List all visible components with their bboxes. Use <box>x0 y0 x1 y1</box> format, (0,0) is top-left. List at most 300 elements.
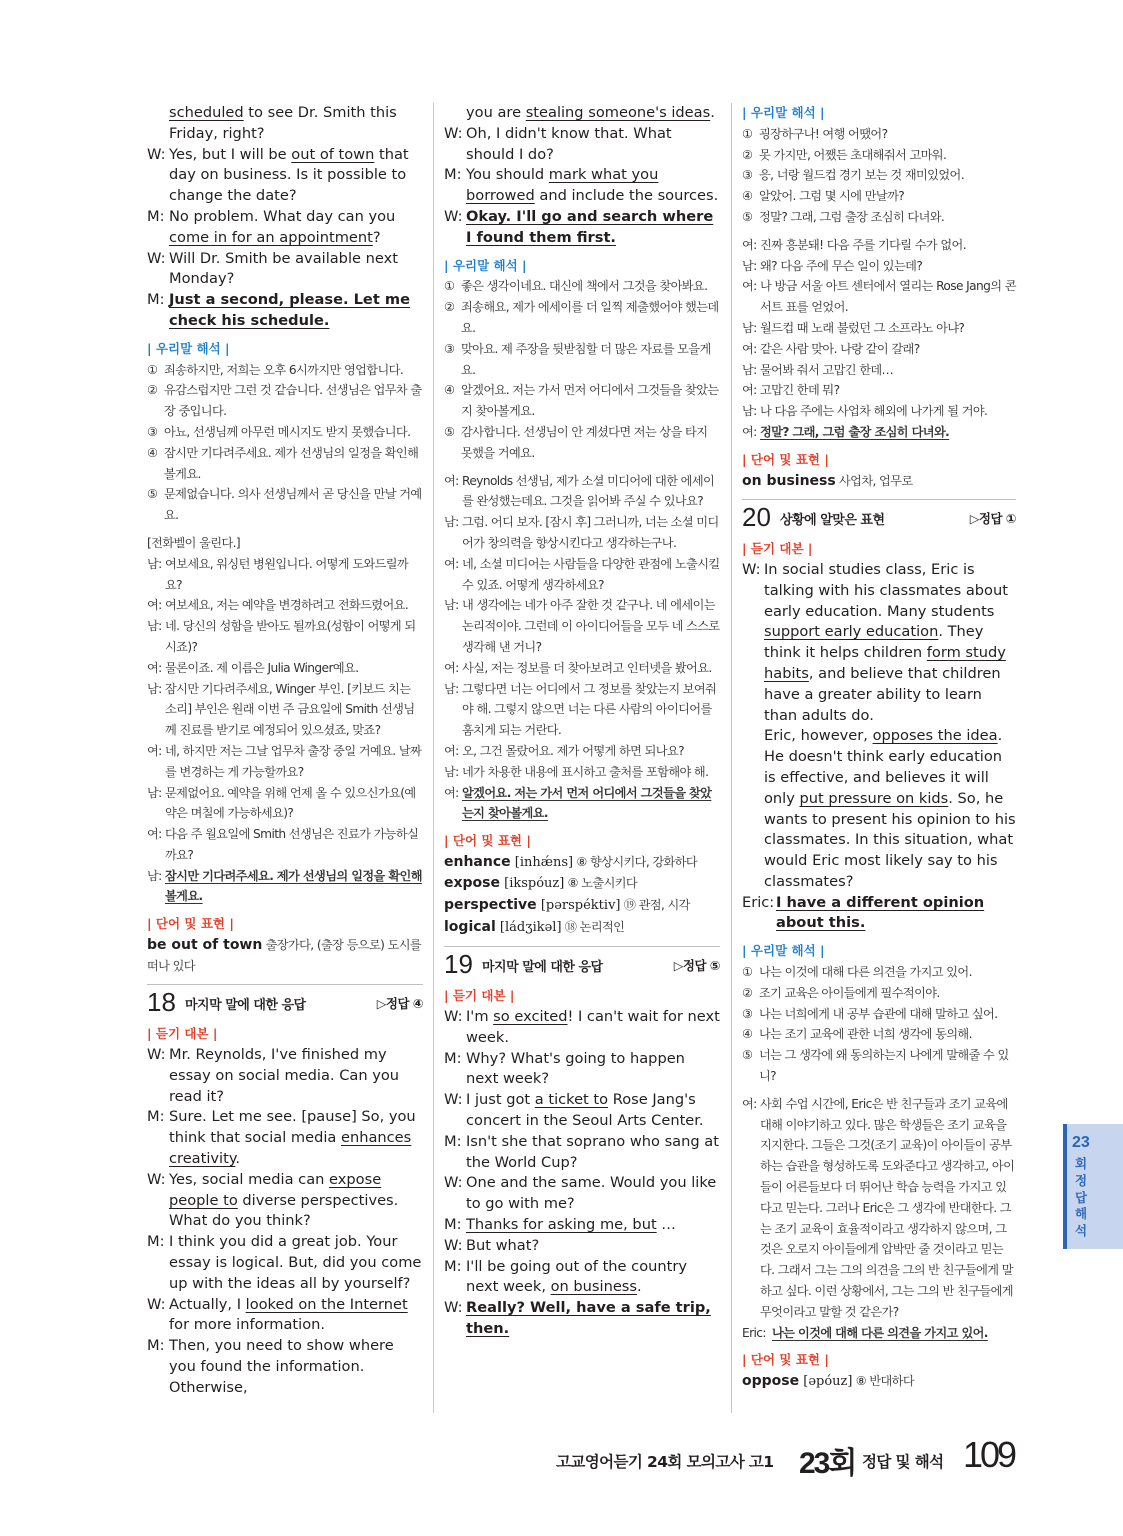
text-run: 같은 사람 맞아. 나랑 같이 갈래? <box>760 341 920 356</box>
dialogue-line <box>742 276 1016 318</box>
dialogue-line <box>147 595 423 616</box>
text-run: Mr. Reynolds, I've finished my essay on social media. Can you read it? <box>169 1046 400 1105</box>
script-heading: | 듣기 대본 | <box>742 541 813 557</box>
speaker-label: 남: <box>742 320 757 335</box>
dialogue-line <box>742 1094 1016 1323</box>
dialogue-line <box>742 235 1016 256</box>
text-run: 진짜 흥분돼! 다음 주를 기다릴 수가 없어. <box>760 237 966 252</box>
answer-option <box>742 1024 1016 1045</box>
speaker-label: 여: <box>147 743 162 758</box>
text-run: Oh, I didn't know that. What should I do? <box>466 124 672 163</box>
answer-option <box>742 145 1016 166</box>
answer-option <box>742 165 1016 186</box>
script-heading: | 듣기 대본 | <box>444 988 515 1004</box>
text-run: a ticket to <box>534 1091 609 1109</box>
text-run: Okay. I'll go and search where I found them first. <box>466 207 714 246</box>
dialogue-line <box>444 1173 720 1215</box>
q18-script <box>147 1045 423 1399</box>
text-run: I'll be going out of the country next week, <box>466 1257 687 1296</box>
text-run: stealing someone's ideas <box>525 104 711 121</box>
text-run: 여보세요, 저는 예약을 변경하려고 전화드렸어요. <box>165 598 409 613</box>
translation-heading: | 우리말 해석 | <box>147 340 230 356</box>
speaker-label: W: <box>444 1008 463 1026</box>
dialogue-line <box>742 893 1016 935</box>
text-run: diverse perspectives. What do you think? <box>169 1191 399 1230</box>
dialogue-line <box>742 380 1016 401</box>
option-text: 감사합니다. 선생님이 안 계셨다면 저는 상을 타지 못했을 거예요. <box>461 424 708 460</box>
option-number: ① <box>444 279 455 294</box>
text-run: on business <box>550 1278 638 1296</box>
dialogue-line <box>742 422 1016 443</box>
speaker-label: W: <box>742 560 761 578</box>
text-run: 잠시만 기다려주세요, Winger 부인. [키보드 치는 소리] 부인은 원래 이번 주 금요일에 Smith 선생님께 진료를 받기로 예정되어 있으셨죠, 맞죠? <box>165 681 415 738</box>
q17-ko-intro: [전화벨이 울린다.] <box>147 535 241 550</box>
speaker-label: W: <box>444 207 463 225</box>
speaker-label: 여: <box>444 660 459 675</box>
column-divider <box>433 103 434 1413</box>
option-number: ② <box>444 300 455 315</box>
text-run: I have a different opinion about this. <box>776 893 985 932</box>
answer-option <box>444 339 720 381</box>
option-number: ① <box>147 362 158 377</box>
speaker-label: 여: <box>147 827 162 842</box>
option-text: 정말? 그래, 그럼 출장 조심히 다녀와. <box>759 209 945 224</box>
round-label: 23회 <box>799 1447 856 1480</box>
text-run: looked on the Internet <box>245 1295 408 1313</box>
answer-option <box>444 422 720 464</box>
dialogue-line <box>147 783 423 825</box>
answer-option <box>742 983 1016 1004</box>
vocab-pronunciation: [pərspéktiv] <box>536 898 621 914</box>
text-run: Why? What's going to happen next week? <box>466 1049 685 1088</box>
text-run: Reynolds 선생님, 제가 소셜 미디어에 대한 에세이를 완성했는데요. 그것을 읽어봐 주실 수 있나요? <box>462 473 715 509</box>
dialogue-line <box>147 616 423 658</box>
dialogue-line <box>742 560 1016 726</box>
text-run: Eric, however, <box>764 727 873 745</box>
text-run: 정말? 그래, 그럼 출장 조심히 다녀와. <box>760 424 950 439</box>
dialogue-line <box>147 1170 423 1232</box>
text-run: Isn't she that soprano who sang at the World Cup? <box>466 1132 719 1171</box>
option-number: ④ <box>742 1027 753 1042</box>
speaker-label: 남: <box>444 681 459 696</box>
speaker-label: W: <box>444 1299 463 1317</box>
option-text: 좋은 생각이네요. 대신에 책에서 그것을 찾아봐요. <box>461 279 708 294</box>
script-heading: | 듣기 대본 | <box>147 1026 218 1042</box>
speaker-label: M: <box>444 1257 462 1275</box>
q17-vocab <box>147 935 423 976</box>
text-run: 여보세요, 워싱턴 병원입니다. 어떻게 도와드릴까요? <box>165 556 409 592</box>
answer-option <box>444 276 720 297</box>
q19-dialogue-ko <box>742 235 1016 443</box>
speaker-label: M: <box>147 1233 165 1251</box>
q19-header <box>444 946 720 986</box>
translation-heading: | 우리말 해석 | <box>742 105 825 120</box>
series-title: 고교영어듣기 24회 모의고사 고1 <box>556 1453 774 1471</box>
q18-vocab <box>444 852 720 938</box>
dialogue-line <box>147 207 423 249</box>
text-run: opposes the idea <box>872 727 998 745</box>
speaker-label: 여: <box>444 785 459 800</box>
text-run: mark what you borrowed <box>466 166 659 205</box>
speaker-label: W: <box>444 1091 463 1109</box>
option-text: 굉장하구나! 여행 어땠어? <box>759 126 888 141</box>
q19-script <box>444 1007 720 1340</box>
speaker-label: M: <box>147 291 165 309</box>
speaker-label: Eric: <box>742 1325 766 1340</box>
answer-option <box>147 443 423 485</box>
dialogue-line <box>444 1298 720 1340</box>
answer-option <box>742 1045 1016 1087</box>
speaker-label: M: <box>444 1216 462 1234</box>
text-run: . <box>235 1150 241 1168</box>
option-text: 너는 그 생각에 왜 동의하는지 나에게 말해줄 수 있니? <box>759 1048 1009 1084</box>
answer-option <box>742 207 1016 228</box>
dialogue-line <box>444 1215 720 1236</box>
text-run: 네, 하지만 저는 그날 업무차 출장 중일 거예요. 날짜를 변경하는 게 가능할까요? <box>165 743 422 779</box>
vocab-heading: | 단어 및 표현 | <box>742 1352 829 1368</box>
question-title: 상황에 알맞은 표현 <box>780 513 885 529</box>
text-run: enhances creativity <box>169 1129 412 1168</box>
q20-script <box>742 560 1016 934</box>
speaker-label: W: <box>444 124 463 142</box>
text-run: Rose Jang's concert in the Seoul Arts Center. <box>466 1091 704 1130</box>
vocab-entry <box>444 917 720 939</box>
text-run: . So, he wants to present his opinion to his classmates. In this situation, what would Eric most likely say to his classmates? <box>764 789 1016 890</box>
speaker-label: 남: <box>444 764 459 779</box>
text-run: One and the same. Would you like to go with me? <box>466 1174 717 1213</box>
answer-option <box>742 186 1016 207</box>
option-text: 나는 이것에 대해 다른 의견을 가지고 있어. <box>759 965 972 980</box>
option-number: ③ <box>742 1006 753 1021</box>
text-run: that day on business. Is it possible to change the date? <box>169 145 409 205</box>
text-run: Just a second, please. Let me check his schedule. <box>169 291 410 329</box>
text-run: put pressure on kids <box>799 789 949 807</box>
text-run: I think you did a great job. Your essay is logical. But, did you come up with the ideas all by yourself? <box>169 1233 422 1292</box>
vocab-definition: ⑧ 향상시키다, 강화하다 <box>573 854 698 869</box>
vocab-definition: ⑲ 관점, 시각 <box>620 898 690 913</box>
text-run: and include the sources. <box>534 187 719 205</box>
column-1 <box>147 103 423 1399</box>
text-run: In social studies class, Eric is talking with his classmates about early education. Many students <box>764 560 1008 620</box>
option-text: 맞아요. 제 주장을 뒷받침할 더 많은 자료를 모을게요. <box>461 341 711 377</box>
question-number: 19 <box>444 949 473 980</box>
option-number: ② <box>742 147 753 162</box>
option-text: 못 가지만, 어쨌든 초대해줘서 고마워. <box>759 147 947 162</box>
speaker-label: 여: <box>742 1096 757 1111</box>
text-run: 네, 소셜 미디어는 사람들을 다양한 관점에 노출시킬 수 있죠. 어떻게 생각하세요? <box>462 556 720 592</box>
text-run: 알겠어요. 저는 가서 먼저 어디에서 그것들을 찾았는지 찾아볼게요. <box>462 785 712 821</box>
speaker-label: W: <box>147 1295 166 1313</box>
dialogue-line <box>147 824 423 866</box>
speaker-label: M: <box>147 1337 165 1355</box>
text-run: 문제없어요. 예약을 위해 언제 올 수 있으신가요(예약은 며칠에 가능하세요)? <box>165 785 416 821</box>
text-run: for more information. <box>169 1316 326 1334</box>
speaker-label: 남: <box>147 785 162 800</box>
question-title: 마지막 말에 대한 응답 <box>185 998 306 1014</box>
option-text: 잠시만 기다려주세요. 제가 선생님의 일정을 확인해 볼게요. <box>164 445 419 481</box>
text-run: Yes, but I will be <box>169 145 292 163</box>
q20-dialogue-ko <box>742 1094 1016 1344</box>
speaker-label: 여: <box>742 424 757 439</box>
text-run: No problem. What day can you <box>169 207 396 225</box>
dialogue-line <box>444 165 720 207</box>
q18-header <box>147 984 423 1024</box>
vocab-term: enhance <box>444 853 511 870</box>
speaker-label: W: <box>147 1046 166 1064</box>
answer-option <box>147 360 423 381</box>
dialogue-line <box>444 471 720 513</box>
text-run: 내 생각에는 네가 아주 잘한 것 같구나. 네 에세이는 논리적이야. 그런데 이 아이디어들을 모두 네 스스로 생각해 낸 거니? <box>462 598 720 654</box>
speaker-label: W: <box>147 1170 166 1188</box>
column-2 <box>444 103 720 1340</box>
vocab-pronunciation: [ládʒikəl] <box>495 919 562 935</box>
dialogue-line <box>742 726 1016 892</box>
text-run: Will Dr. Smith be available next Monday? <box>169 249 398 288</box>
text-run: 고맙긴 한데 뭐? <box>760 383 840 398</box>
chapter-number: 23 <box>1072 1134 1090 1151</box>
text-run: 물론이죠. 제 이름은 Julia Winger예요. <box>165 660 359 675</box>
vocab-entry <box>147 935 423 976</box>
option-number: ③ <box>147 424 158 439</box>
speaker-label: M: <box>444 166 462 184</box>
option-number: ② <box>742 985 753 1000</box>
option-number: ② <box>147 383 158 398</box>
text-run: . <box>710 104 715 121</box>
option-number: ④ <box>742 189 753 204</box>
speaker-label: W: <box>444 1174 463 1192</box>
speaker-label: Eric: <box>742 893 775 911</box>
text-run: . He doesn't think early education is effective, and believes it will only <box>764 727 1003 807</box>
vocab-heading: | 단어 및 표현 | <box>742 451 829 467</box>
page-number: 109 <box>963 1434 1015 1475</box>
speaker-label: 남: <box>147 619 162 634</box>
answer-label: ▷정답 ④ <box>376 996 423 1012</box>
speaker-label: M: <box>444 1049 462 1067</box>
dialogue-line <box>444 741 720 762</box>
text-run: 왜? 다음 주에 무슨 일이 있는데? <box>760 258 923 273</box>
translation-heading: | 우리말 해석 | <box>742 943 825 959</box>
text-run: 잠시만 기다려주세요. 제가 선생님의 일정을 확인해 볼게요. <box>165 868 422 904</box>
dialogue-line <box>444 124 720 166</box>
dialogue-line <box>444 1007 720 1049</box>
vocab-entry <box>444 852 720 874</box>
speaker-label: W: <box>147 145 166 163</box>
answer-option <box>742 124 1016 145</box>
speaker-label: 남: <box>742 258 757 273</box>
dialogue-line <box>444 554 720 596</box>
section-label: 정답 및 해석 <box>862 1453 944 1471</box>
q17-options-ko <box>147 360 423 526</box>
answer-option <box>147 422 423 443</box>
q18-options-ko <box>444 276 720 463</box>
speaker-label: W: <box>444 1236 463 1254</box>
q20-header <box>742 499 1016 539</box>
option-text: 조기 교육은 아이들에게 필수적이야. <box>759 985 940 1000</box>
answer-option <box>742 962 1016 983</box>
dialogue-line <box>147 290 423 332</box>
vocab-definition: 출장가다, (출장 등으로) 도시를 떠나 있다 <box>147 938 422 973</box>
text-run: 물어봐 줘서 고맙긴 한데… <box>760 362 894 377</box>
dialogue-line <box>444 658 720 679</box>
dialogue-line <box>147 1295 423 1337</box>
speaker-label: 남: <box>147 681 162 696</box>
option-text: 아뇨, 선생님께 아무런 메시지도 받지 못했습니다. <box>164 424 411 439</box>
q19-options-ko <box>742 124 1016 228</box>
vocab-pronunciation: [əpóuz] <box>799 1374 853 1390</box>
dialogue-line <box>742 339 1016 360</box>
option-number: ⑤ <box>742 209 753 224</box>
speaker-label: 여: <box>742 341 757 356</box>
vocab-definition: ⑧ 노출시키다 <box>564 876 638 891</box>
text-run: Actually, I <box>169 1295 246 1313</box>
dialogue-line <box>147 1045 423 1107</box>
speaker-label: 여: <box>742 383 757 398</box>
speaker-label: W: <box>147 249 166 267</box>
text-run: 월드컵 때 노래 불렀던 그 소프라노 아냐? <box>760 320 965 335</box>
vocab-term: expose <box>444 875 500 892</box>
option-text: 죄송해요, 제가 에세이를 더 일찍 제출했어야 했는데요. <box>461 300 719 335</box>
text-run: Sure. Let me see. [pause] So, you think that social media <box>169 1108 416 1147</box>
dialogue-line <box>147 679 423 741</box>
text-run: 나 방금 서울 아트 센터에서 열리는 Rose Jang의 콘서트 표를 얻었어. <box>760 279 1016 315</box>
dialogue-line <box>444 512 720 554</box>
speaker-label: 남: <box>147 556 162 571</box>
vocab-definition: ⑱ 논리적인 <box>561 919 625 934</box>
text-run: Thanks for asking me, but <box>466 1216 657 1234</box>
vocab-term: logical <box>444 918 496 935</box>
text-run: to see Dr. Smith this Friday, right? <box>169 104 397 142</box>
text-run: 그렇다면 너는 어디에서 그 정보를 찾았는지 보여줘야 해. 그렇지 않으면 너는 다른 사람의 아이디어를 훔치게 되는 거란다. <box>462 681 717 738</box>
text-run: expose people to <box>169 1170 382 1209</box>
text-run: 사실, 저는 정보를 더 찾아보려고 인터넷을 봤어요. <box>462 660 712 675</box>
vocab-pronunciation: [ikspóuz] <box>500 876 565 892</box>
vocab-heading: | 단어 및 표현 | <box>147 916 234 932</box>
q18-dialogue-ko <box>444 471 720 825</box>
text-run: 네. 당신의 성함을 받아도 될까요(성함이 어떻게 되시죠)? <box>165 619 416 654</box>
dialogue-line <box>444 1236 720 1257</box>
vocab-entry <box>742 471 1016 492</box>
dialogue-line <box>742 256 1016 277</box>
answer-option <box>742 1004 1016 1025</box>
speaker-label: M: <box>147 207 165 225</box>
dialogue-line <box>147 103 423 145</box>
text-run: . They think it helps children <box>764 623 984 662</box>
text-run: I'm <box>466 1008 494 1026</box>
vocab-entry <box>742 1371 1016 1393</box>
text-run: You should <box>466 166 549 184</box>
speaker-label: 여: <box>147 598 162 613</box>
option-number: ④ <box>147 445 158 460</box>
text-run: form study habits <box>764 644 1006 682</box>
option-number: ⑤ <box>742 1048 753 1063</box>
text-run: so excited <box>493 1008 568 1026</box>
text-run: 나 다음 주에는 사업차 해외에 나가게 될 거야. <box>760 404 988 419</box>
dialogue-line <box>444 1090 720 1132</box>
dialogue-line <box>147 658 423 679</box>
speaker-label: 남: <box>742 404 757 419</box>
speaker-label: M: <box>444 1132 462 1150</box>
option-text: 나는 너희에게 내 공부 습관에 대해 말하고 싶어. <box>759 1006 998 1021</box>
speaker-label: 남: <box>742 362 757 377</box>
vocab-term: oppose <box>742 1373 800 1390</box>
text-run: ! I can't wait for next week. <box>466 1008 720 1046</box>
speaker-label: 남: <box>444 515 459 530</box>
q20-vocab <box>742 1371 1016 1393</box>
text-run: But what? <box>466 1236 540 1254</box>
vocab-entry <box>444 873 720 895</box>
speaker-label: 여: <box>147 660 162 675</box>
option-text: 알았어. 그럼 몇 시에 만날까? <box>759 189 905 204</box>
translation-heading: | 우리말 해석 | <box>444 257 527 273</box>
option-text: 유감스럽지만 그런 것 같습니다. 선생님은 업무차 출장 중입니다. <box>164 383 422 419</box>
dialogue-line <box>444 1257 720 1299</box>
vocab-definition: ⑧ 반대하다 <box>852 1374 915 1389</box>
text-run: support early education <box>764 623 939 641</box>
dialogue-line <box>147 1336 423 1398</box>
answer-option <box>444 297 720 339</box>
question-title: 마지막 말에 대한 응답 <box>482 960 603 976</box>
speaker-label: 남: <box>444 598 459 613</box>
text-run: you are <box>466 104 526 121</box>
text-run: ? <box>372 228 381 246</box>
dialogue-line <box>444 762 720 783</box>
dialogue-line <box>742 318 1016 339</box>
option-number: ③ <box>742 168 753 183</box>
option-number: ③ <box>444 341 455 356</box>
chapter-side-tab <box>1063 1124 1123 1249</box>
dialogue-line <box>444 207 720 249</box>
answer-option <box>147 380 423 422</box>
q20-options-ko <box>742 962 1016 1087</box>
vocab-term: perspective <box>444 897 537 914</box>
text-run: I just got <box>466 1091 535 1109</box>
chapter-label: 회정답해석 <box>1075 1156 1088 1239</box>
option-text: 문제없습니다. 의사 선생님께서 곧 당신을 만날 거예요. <box>164 487 422 523</box>
text-run: . <box>637 1278 642 1296</box>
text-run: Yes, social media can <box>169 1170 330 1188</box>
option-number: ⑤ <box>444 424 455 439</box>
dialogue-line <box>444 1132 720 1174</box>
answer-option <box>444 380 720 422</box>
text-run: out of town <box>291 145 375 163</box>
text-run: 그럼. 어디 보자. [잠시 후] 그러니까, 너는 소셜 미디어가 창의력을 향상시킨다고 생각하는구나. <box>462 515 719 550</box>
vocab-definition: 사업차, 업무로 <box>835 473 913 488</box>
question-number: 18 <box>147 987 176 1018</box>
option-text: 죄송하지만, 저희는 오후 6시까지만 영업합니다. <box>164 362 404 377</box>
answer-option <box>147 484 423 526</box>
text-run: Then, you need to show where you found the information. Otherwise, <box>169 1337 394 1396</box>
dialogue-line <box>147 741 423 783</box>
column-3 <box>742 103 1016 1393</box>
speaker-label: 여: <box>444 473 459 488</box>
text-run: … <box>656 1216 676 1234</box>
speaker-label: 여: <box>742 237 757 252</box>
speaker-label: M: <box>147 1108 165 1126</box>
dialogue-line <box>444 679 720 741</box>
option-number: ① <box>742 126 753 141</box>
q17-dialogue-ko <box>147 554 423 908</box>
q18-script-continued <box>444 103 720 249</box>
option-text: 응, 너랑 월드컵 경기 보는 것 재미있었어. <box>759 168 964 183</box>
vocab-heading: | 단어 및 표현 | <box>444 833 531 849</box>
text-run: 사회 수업 시간에, Eric은 반 친구들과 조기 교육에 대해 이야기하고 있다. 많은 학생들은 조기 교육을 지지한다. 그들은 그것(조기 교육)이 아이들이 공부하는 습관을 형성하도록 도와준다고 생각하고, 아이들이 어른들보다 더 뛰어난 학습 능력을 가지고 있다고 믿는다. 그러나 Eric은 그 생각에 반대한다. 그는 조기 교육이 효율적이라고 생각하지 않으며, 그것은 오로지 아이들에게 압박만 줄 것이라고 믿는다. 그래서 그는 그의 의견을 그의 반 친구들에게 말하고 싶다. 이런 상황에서, 그는 그의 반 친구들에게 무엇이라고 말할 것 같은가? <box>760 1096 1015 1319</box>
text-run: 네가 차용한 내용에 표시하고 출처를 포함해야 해. <box>462 764 709 779</box>
question-number: 20 <box>742 502 771 533</box>
text-run: Really? Well, have a safe trip, then. <box>466 1299 711 1338</box>
dialogue-line <box>147 145 423 207</box>
dialogue-line <box>444 783 720 825</box>
vocab-pronunciation: [inhǽns] <box>510 854 574 870</box>
